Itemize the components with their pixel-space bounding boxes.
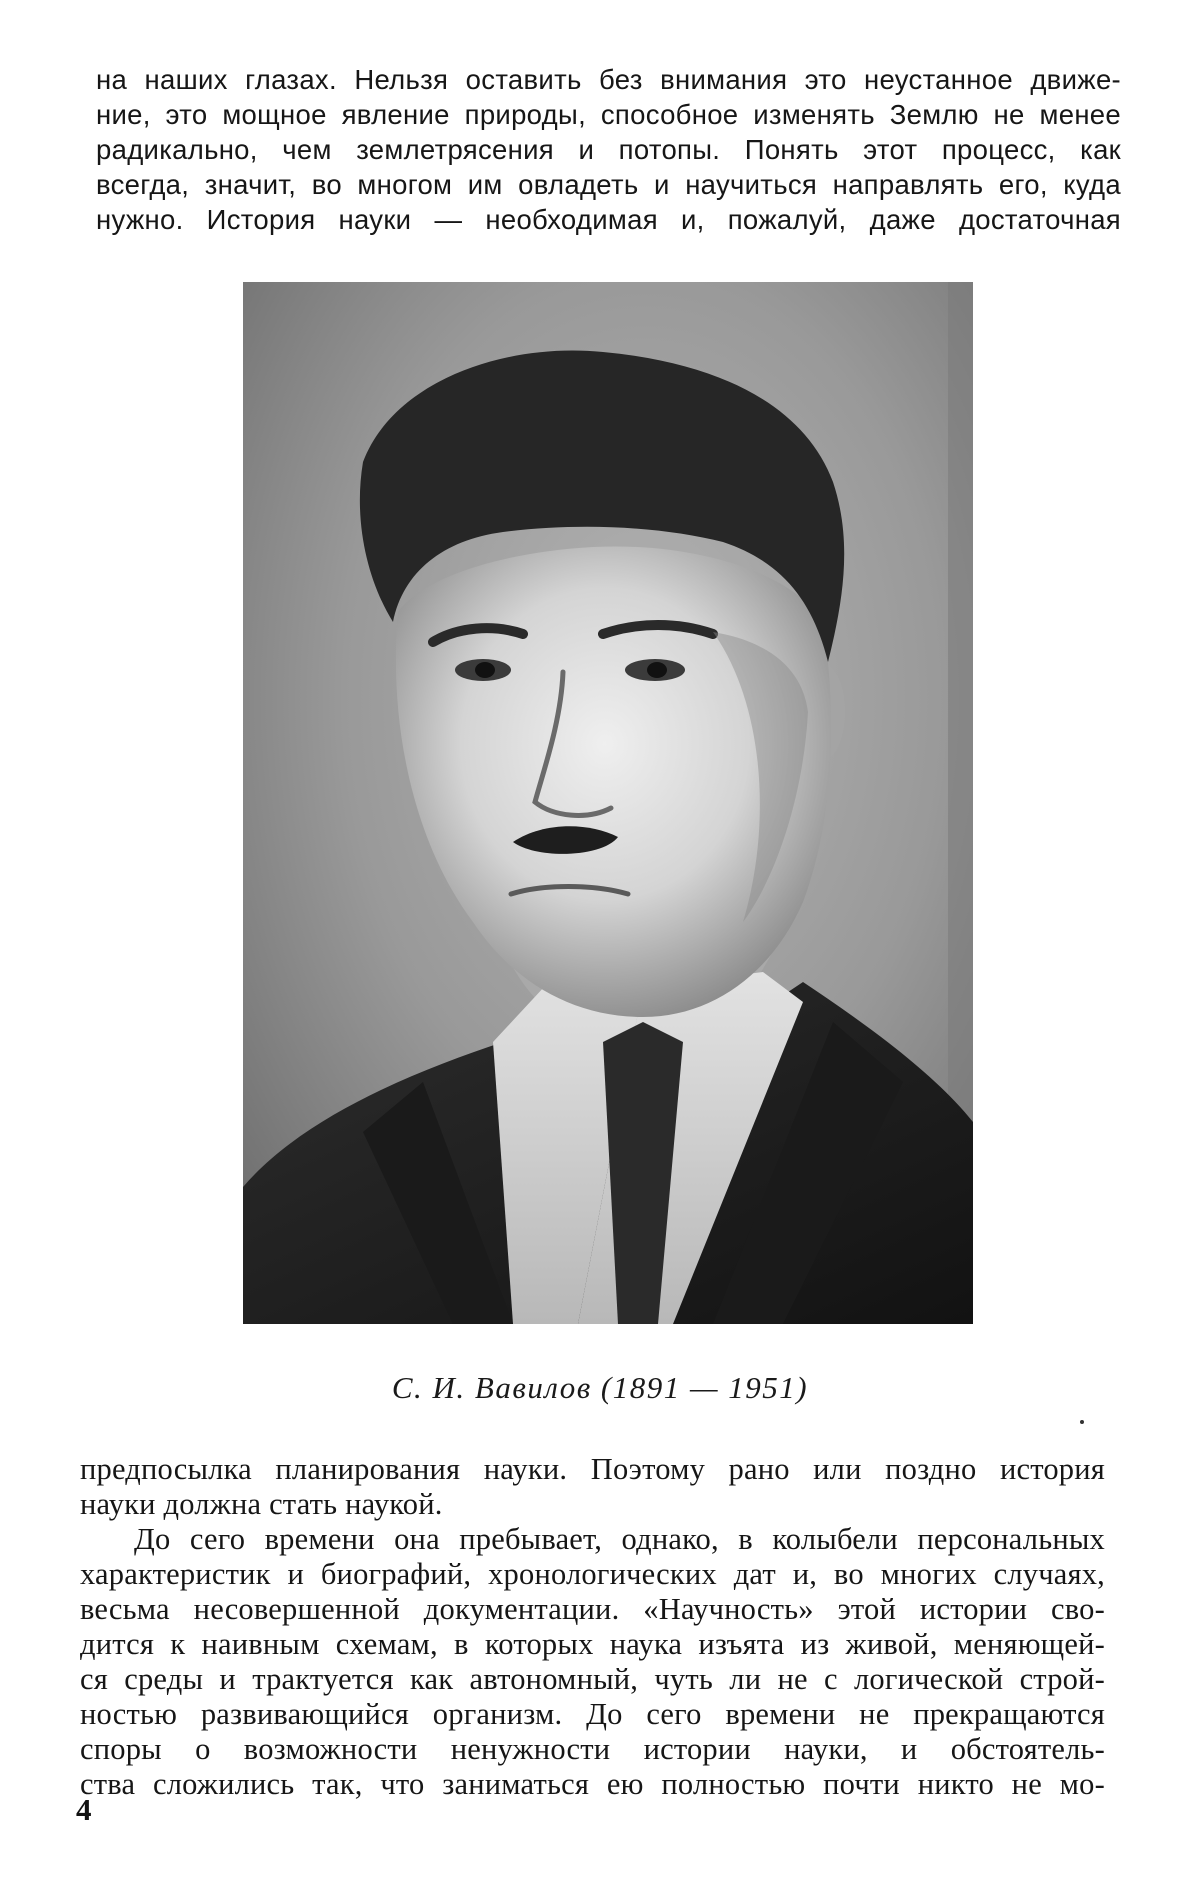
page-number: 4 — [76, 1792, 92, 1827]
text-line: всегда, значит, во многом им овладеть и научиться направлять его, куда — [96, 169, 1121, 200]
text-line: ние, это мощное явление природы, способное изменять Землю не менее — [96, 99, 1121, 130]
text-line: радикально, чем землетрясения и потопы. Понять этот процесс, как — [96, 134, 1121, 165]
text-line: споры о возможности ненужности истории науки, и обстоятель- — [80, 1732, 1105, 1766]
text-line: До сего времени она пребывает, однако, в колыбели персональных — [134, 1522, 1105, 1556]
text-line: дится к наивным схемам, в которых наука изъята из живой, меняющей- — [80, 1627, 1105, 1661]
text-line: характеристик и биографий, хронологических дат и, во многих случаях, — [80, 1557, 1105, 1591]
text-line: науки должна стать наукой. — [80, 1487, 443, 1521]
figure-caption: С. И. Вавилов (1891 — 1951) — [391, 1370, 809, 1405]
print-speck — [1080, 1420, 1084, 1424]
bottom-text — [80, 1452, 1105, 1802]
top-paragraph — [96, 62, 1121, 237]
text-line: предпосылка планирования науки. Поэтому рано или поздно история — [80, 1452, 1105, 1486]
portrait-photo — [243, 282, 973, 1324]
text-line: нужно. История науки — необходимая и, пожалуй, даже достаточная — [96, 204, 1121, 235]
text-line: весьма несовершенной документации. «Научность» этой истории сво- — [80, 1592, 1105, 1626]
text-line: на наших глазах. Нельзя оставить без внимания это неустанное движе- — [96, 64, 1121, 95]
text-line: ся среды и трактуется как автономный, чуть ли не с логической строй- — [80, 1662, 1105, 1696]
text-line: ностью развивающийся организм. До сего времени не прекращаются — [80, 1697, 1105, 1731]
text-line: ства сложились так, что заниматься ею полностью почти никто не мо- — [80, 1767, 1105, 1801]
